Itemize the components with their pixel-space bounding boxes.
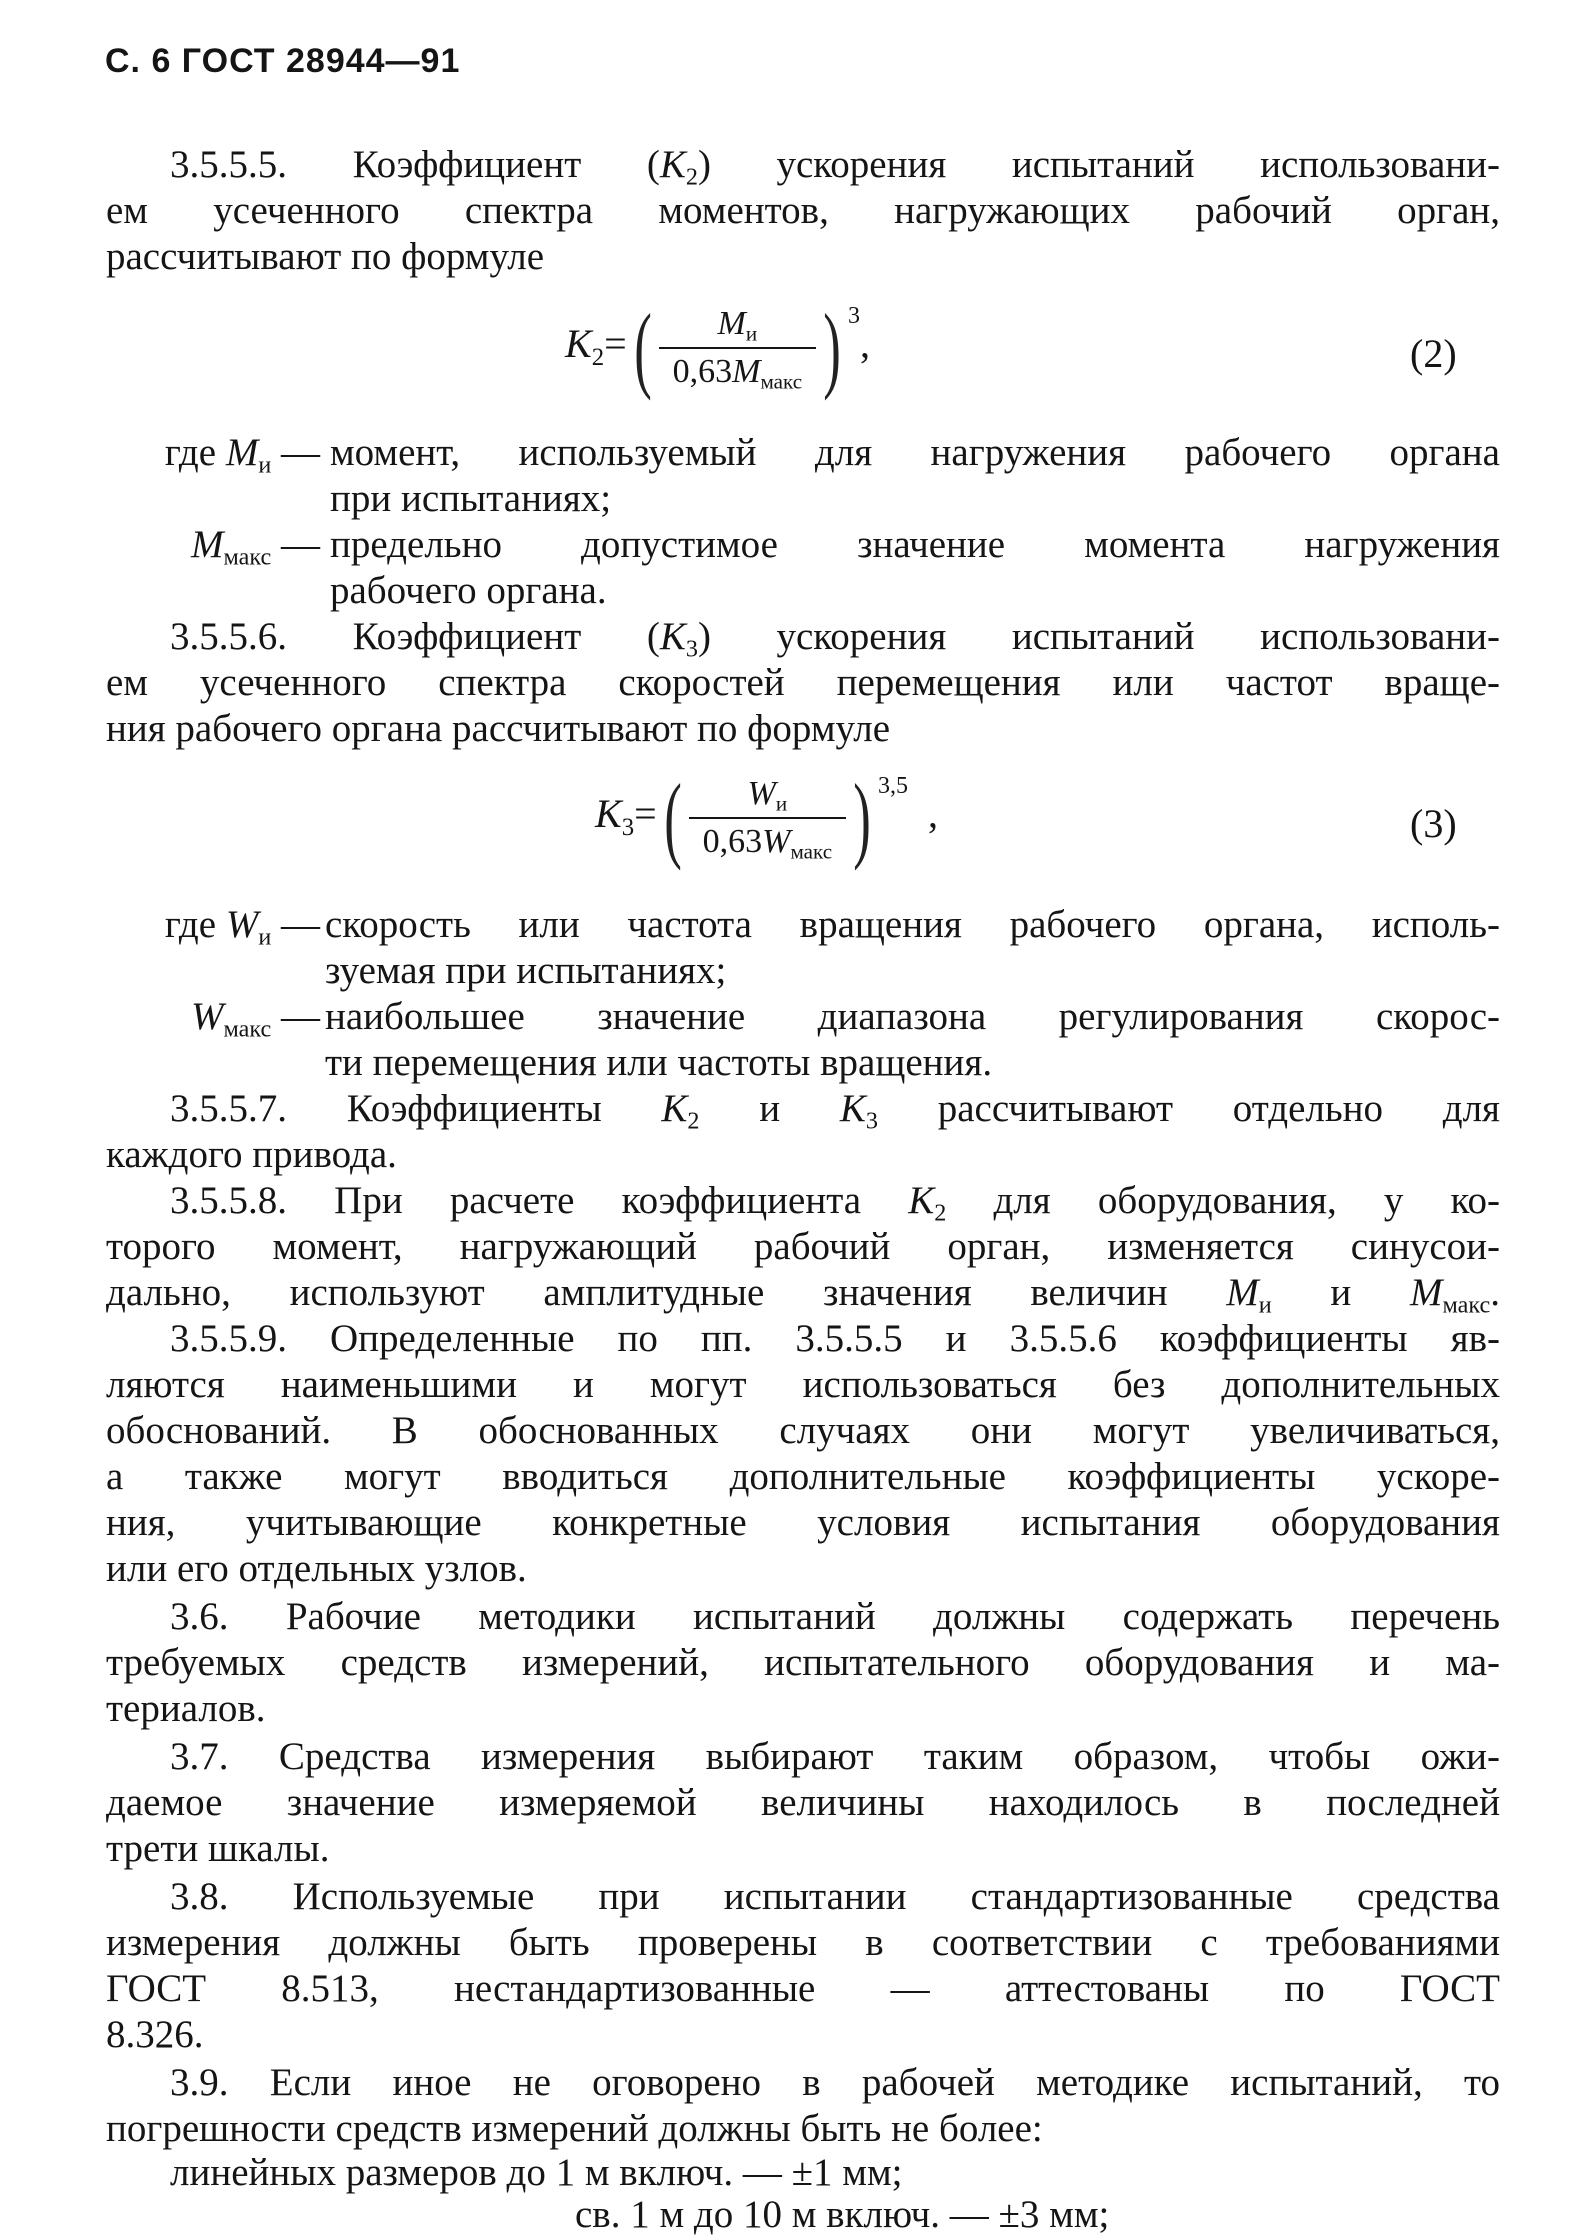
- definition-m-max-line-1: предельно допустимое значение момента нагружения: [330, 523, 1500, 566]
- page-header: С. 6 ГОСТ 28944—91: [105, 42, 461, 80]
- paragraph-36-line-3: териалов.: [106, 1687, 266, 1730]
- definition-w-i-line-1: скорость или частота вращения рабочего органа, исполь-: [325, 903, 1500, 946]
- paragraph-3559-line-1: 3.5.5.9. Определенные по пп. 3.5.5.5 и 3.5.5.6 коэффициенты яв-: [170, 1317, 1500, 1360]
- definition-m-i-line-1: момент, используемый для нагружения рабочего органа: [330, 431, 1500, 474]
- k3-symbol: K: [659, 615, 686, 658]
- paragraph-36-line-1: 3.6. Рабочие методики испытаний должны содержать перечень: [170, 1595, 1500, 1638]
- definition-term-m-max: $M_{макс}$ —: [191, 523, 320, 571]
- paragraph-3559-line-3: обоснований. В обоснованных случаях они могут увеличиваться,: [106, 1409, 1500, 1452]
- paragraph-39-line-1: 3.9. Если иное не оговорено в рабочей методике испытаний, то: [170, 2061, 1500, 2104]
- paragraph-3556-line-2: ем усеченного спектра скоростей перемещения или частот враще-: [106, 661, 1500, 704]
- paragraph-3558-line-3: дально, используют амплитудные значения величин $M_и$ и $M_{макс}$.: [106, 1271, 1500, 1319]
- paragraph-36-line-2: требуемых средств измерений, испытательного оборудования и ма-: [106, 1641, 1500, 1684]
- paragraph-38-line-2: измерения должны быть проверены в соответствии с требованиями: [106, 1921, 1500, 1964]
- paragraph-3558-line-2: торого момент, нагружающий рабочий орган, изменяется синусои-: [106, 1225, 1500, 1268]
- right-parenthesis: ): [853, 764, 871, 871]
- definition-w-max-line-2: ти перемещения или частоты вращения.: [325, 1041, 993, 1084]
- paragraph-3557-line-2: каждого привода.: [106, 1133, 397, 1176]
- definition-w-i-line-2: зуемая при испытаниях;: [325, 949, 727, 992]
- paragraph-37-line-3: трети шкалы.: [106, 1827, 330, 1870]
- paragraph-37-line-1: 3.7. Средства измерения выбирают таким образом, чтобы ожи-: [170, 1735, 1500, 1778]
- left-parenthesis: (: [633, 294, 652, 401]
- paragraph-3555-line-1: 3.5.5.5. Коэффициент $(K_2)$ ускорения испытаний использовани-: [170, 143, 1500, 191]
- paragraph-3559-line-6: или его отдельных узлов.: [106, 1547, 527, 1590]
- paragraph-39-line-3: линейных размеров до 1 м включ. — ±1 мм;: [170, 2151, 903, 2194]
- paragraph-39-line-4: св. 1 м до 10 м включ. — ±3 мм;: [575, 2193, 1110, 2236]
- right-parenthesis: ): [823, 294, 841, 401]
- paragraph-38-line-3: ГОСТ 8.513, нестандартизованные — аттестованы по ГОСТ: [106, 1967, 1500, 2010]
- paragraph-3557-line-1: 3.5.5.7. Коэффициенты $K_2$ и $K_3$ рассчитывают отдельно для: [170, 1087, 1500, 1135]
- definition-term-w-i: где $W_и$ —: [164, 903, 320, 951]
- paragraph-3559-line-5: ния, учитывающие конкретные условия испытания оборудования: [106, 1501, 1500, 1544]
- formula-2: $K_2=$( $\frac{M_и}{0,63M_{макс}}$ ) $^3$,: [565, 294, 871, 401]
- definition-term-w-max: $W_{макс}$ —: [191, 995, 320, 1043]
- paragraph-3558-line-1: 3.5.5.8. При расчете коэффициента $K_2$ для оборудования, у ко-: [170, 1179, 1500, 1227]
- paragraph-3559-line-4: а также могут вводиться дополнительные коэффициенты ускоре-: [106, 1455, 1500, 1498]
- paragraph-3556-line-1: 3.5.5.6. Коэффициент $(K_3)$ ускорения испытаний использовани-: [170, 615, 1500, 663]
- equation-number-3: (3): [1410, 801, 1457, 846]
- paragraph-3556-line-3: ния рабочего органа рассчитывают по формуле: [106, 707, 891, 750]
- paragraph-38-line-1: 3.8. Используемые при испытании стандартизованные средства: [170, 1875, 1500, 1918]
- formula-3: $K_3=$( $\frac{W_и}{0,63W_{макс}}$ ) $^{3,5}$ ,: [595, 764, 939, 871]
- paragraph-3559-line-2: ляются наименьшими и могут использоваться без дополнительных: [106, 1363, 1500, 1406]
- definition-m-i-line-2: при испытаниях;: [330, 477, 612, 520]
- paragraph-38-line-4: 8.326.: [106, 2013, 204, 2056]
- left-parenthesis: (: [663, 764, 682, 871]
- paragraph-39-line-2: погрешности средств измерений должны быть не более:: [106, 2107, 1043, 2150]
- definition-w-max-line-1: наибольшее значение диапазона регулирования скорос-: [325, 995, 1500, 1038]
- equation-number-2: (2): [1410, 331, 1457, 376]
- definition-m-max-line-2: рабочего органа.: [330, 569, 607, 612]
- paragraph-37-line-2: даемое значение измеряемой величины находилось в последней: [106, 1781, 1500, 1824]
- fraction-3: $\frac{W_и}{0,63W_{макс}}$: [689, 775, 846, 861]
- definition-term-m-i: где $M_и$ —: [164, 431, 320, 479]
- paragraph-3555-line-3: рассчитывают по формуле: [106, 235, 545, 278]
- fraction-2: $\frac{M_и}{0,63M_{макс}}$: [659, 305, 816, 391]
- k2-symbol: K: [659, 143, 686, 186]
- paragraph-3555-line-2: ем усеченного спектра моментов, нагружающих рабочий орган,: [106, 189, 1500, 232]
